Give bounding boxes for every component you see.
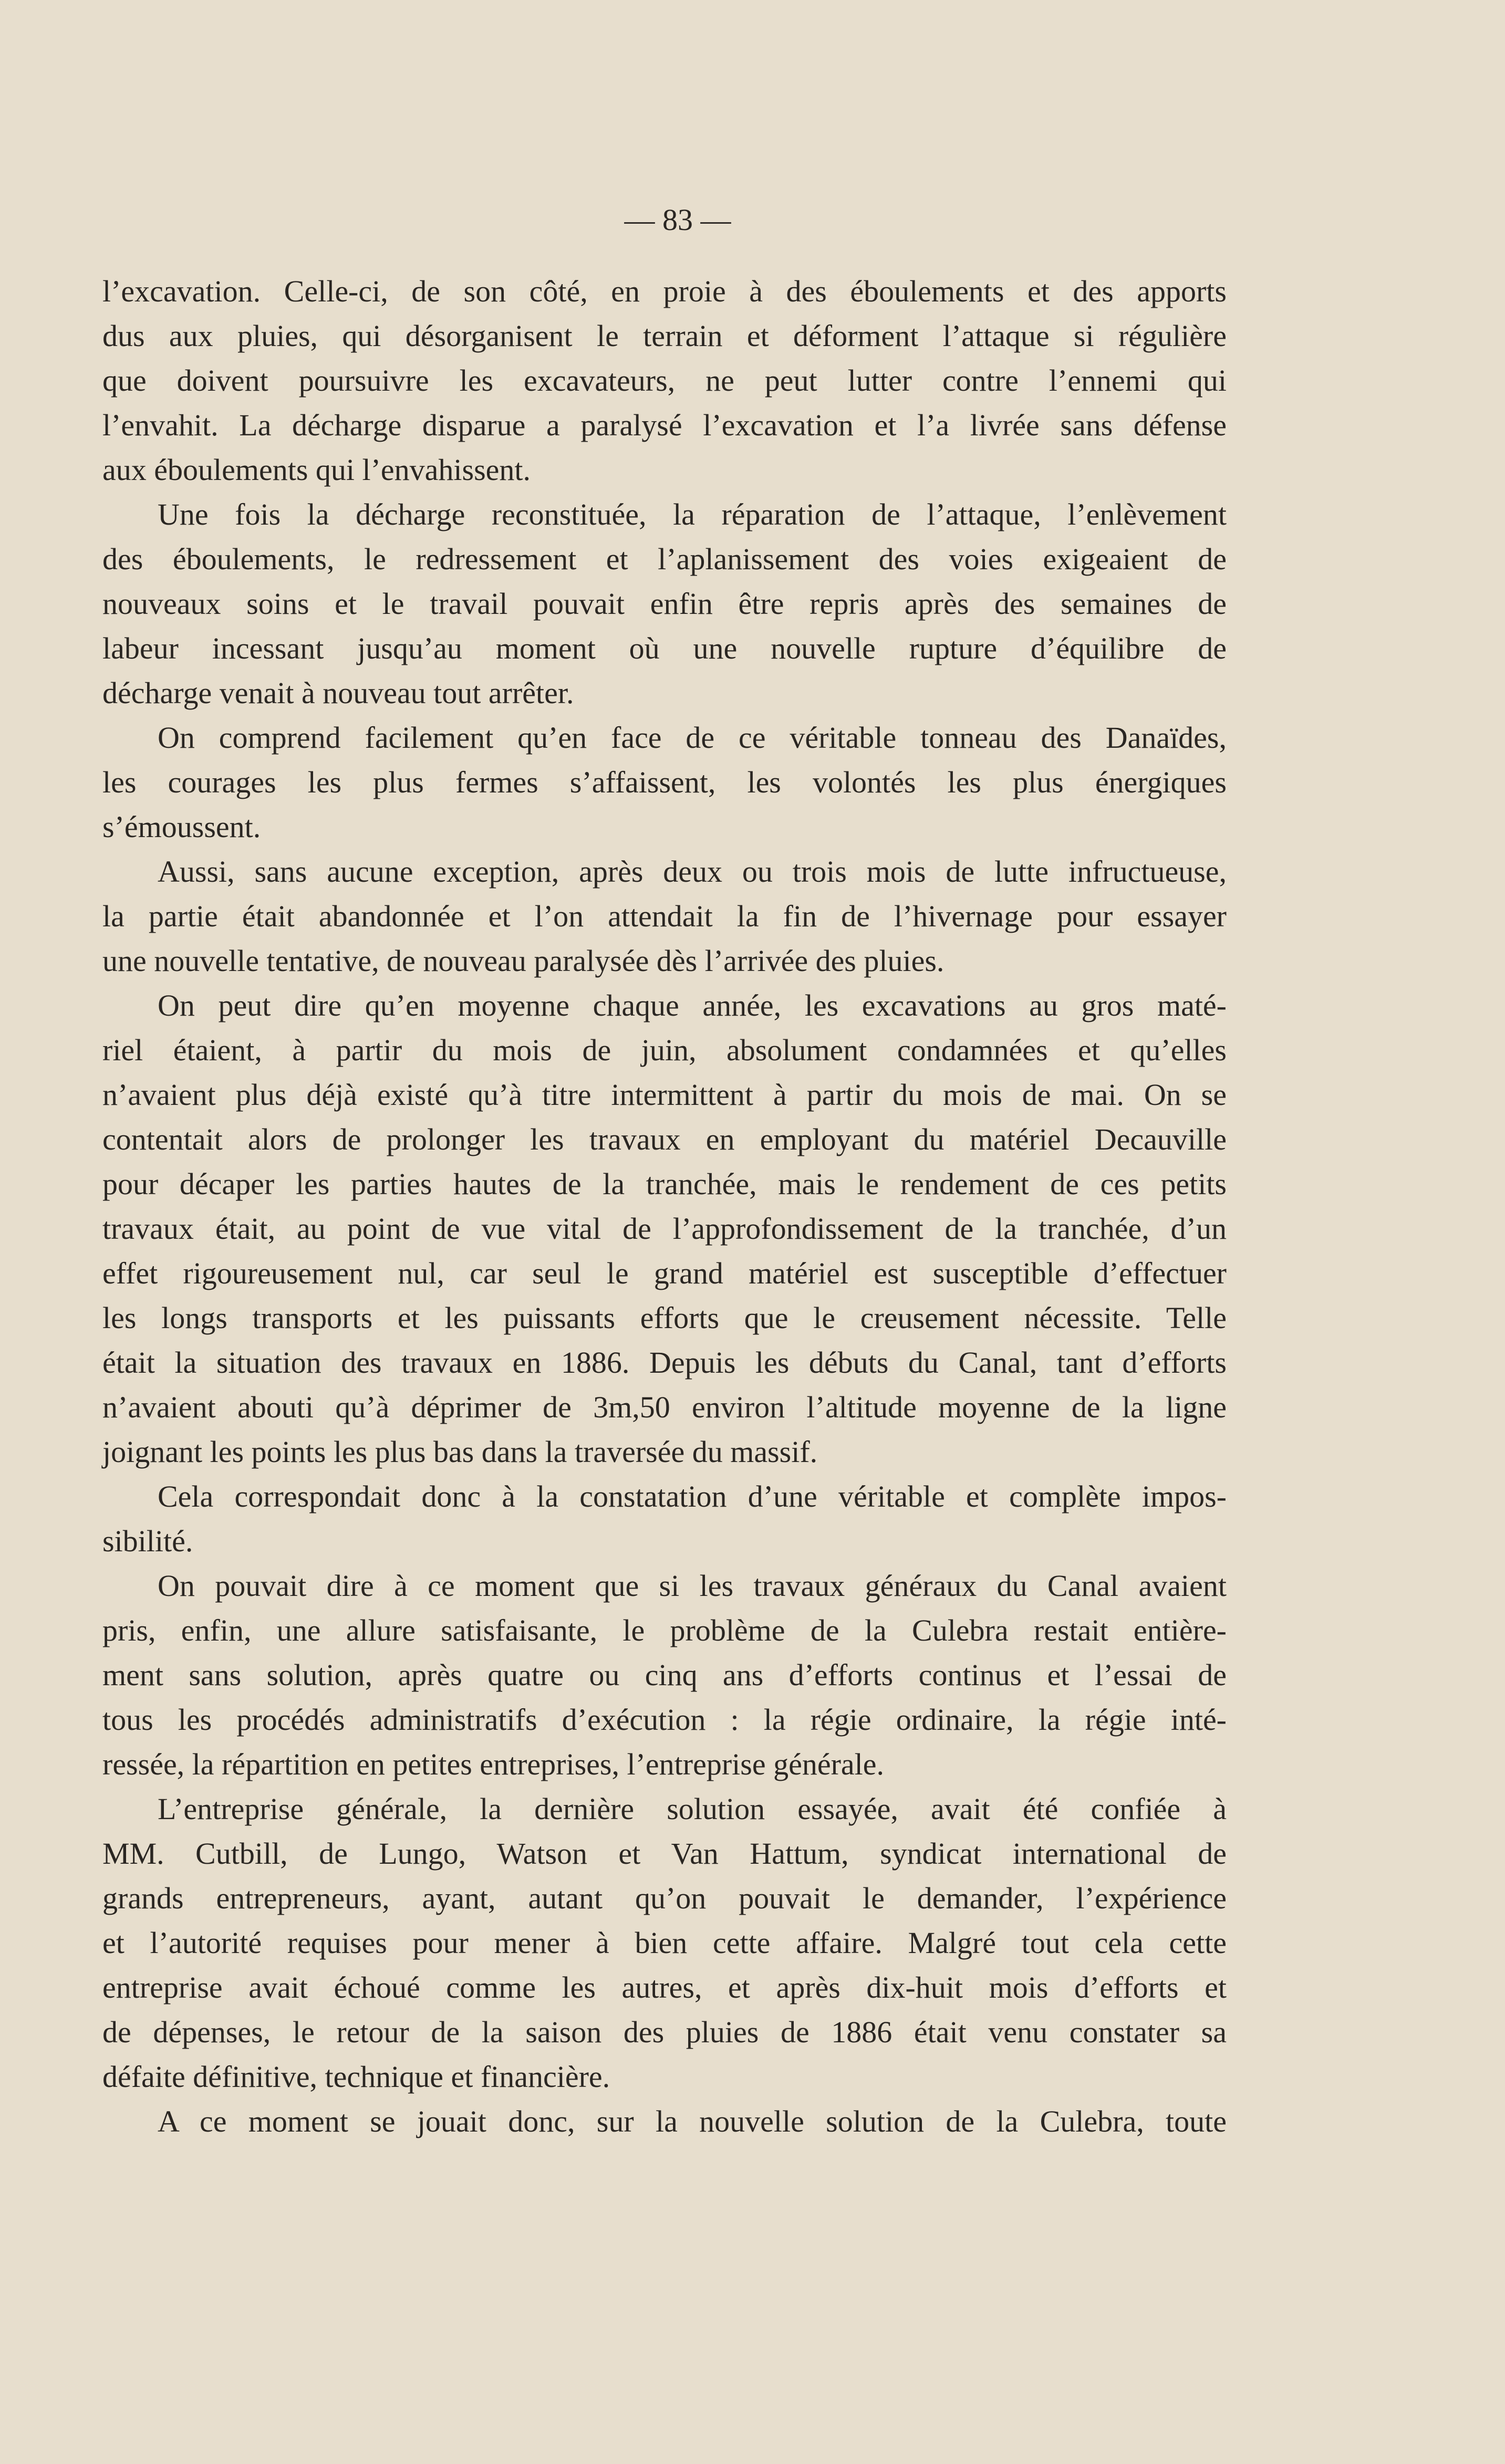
text-line: contentait alors de prolonger les travaux en employant du matériel Decauville (102, 1122, 1227, 1156)
text-line: Cela correspondait donc à la constatation d’une véritable et complète impos- (158, 1479, 1227, 1513)
text-line: n’avaient plus déjà existé qu’à titre intermittent à partir du mois de mai. On se (102, 1078, 1227, 1112)
paragraph (102, 1563, 1227, 1787)
paragraph (102, 983, 1227, 1474)
text-line: n’avaient abouti qu’à déprimer de 3m,50 environ l’altitude moyenne de la ligne (102, 1390, 1227, 1424)
text-line: On peut dire qu’en moyenne chaque année, les excavations au gros maté- (158, 988, 1227, 1022)
body-text (102, 269, 1227, 2144)
text-line: joignant les points les plus bas dans la traversée du massif. (102, 1435, 818, 1469)
text-line: sibilité. (102, 1524, 193, 1558)
text-line: effet rigoureusement nul, car seul le grand matériel est susceptible d’effectuer (102, 1256, 1227, 1290)
text-line: labeur incessant jusqu’au moment où une nouvelle rupture d’équilibre de (102, 631, 1227, 665)
text-line: les longs transports et les puissants efforts que le creusement nécessite. Telle (102, 1301, 1227, 1335)
text-line: les courages les plus fermes s’affaissent, les volontés les plus énergiques (102, 765, 1227, 799)
paragraph (102, 715, 1227, 849)
paragraph (102, 1787, 1227, 2099)
paragraph (102, 2099, 1227, 2144)
text-line: s’émoussent. (102, 810, 261, 844)
text-line: MM. Cutbill, de Lungo, Watson et Van Hattum, syndicat international de (102, 1836, 1227, 1871)
text-line: On comprend facilement qu’en face de ce véritable tonneau des Danaïdes, (158, 721, 1227, 755)
text-line: Une fois la décharge reconstituée, la réparation de l’attaque, l’enlèvement (158, 497, 1227, 531)
text-line: L’entreprise générale, la dernière solution essayée, avait été confiée à (158, 1792, 1227, 1826)
paragraph (102, 492, 1227, 715)
text-line: et l’autorité requises pour mener à bien cette affaire. Malgré tout cela cette (102, 1926, 1227, 1960)
text-line: décharge venait à nouveau tout arrêter. (102, 676, 574, 710)
text-line: que doivent poursuivre les excavateurs, ne peut lutter contre l’ennemi qui (102, 363, 1227, 398)
text-line: une nouvelle tentative, de nouveau paralysée dès l’arrivée des pluies. (102, 944, 944, 978)
text-line: la partie était abandonnée et l’on attendait la fin de l’hivernage pour essayer (102, 899, 1227, 933)
text-line: entreprise avait échoué comme les autres, et après dix-huit mois d’efforts et (102, 1970, 1227, 2004)
text-line: l’excavation. Celle-ci, de son côté, en proie à des éboulements et des apports (102, 274, 1227, 308)
paragraph (102, 269, 1227, 492)
text-line: dus aux pluies, qui désorganisent le terrain et déforment l’attaque si régulière (102, 319, 1227, 353)
text-line: aux éboulements qui l’envahissent. (102, 453, 531, 487)
text-line: tous les procédés administratifs d’exécution : la régie ordinaire, la régie inté- (102, 1703, 1227, 1737)
text-line: grands entrepreneurs, ayant, autant qu’on pouvait le demander, l’expérience (102, 1881, 1227, 1915)
text-line: riel étaient, à partir du mois de juin, absolument condamnées et qu’elles (102, 1033, 1227, 1067)
text-line: travaux était, au point de vue vital de l’approfondissement de la tranchée, d’un (102, 1212, 1227, 1246)
text-line: défaite définitive, technique et financière. (102, 2060, 610, 2094)
text-line: On pouvait dire à ce moment que si les travaux généraux du Canal avaient (158, 1569, 1227, 1603)
text-line: pour décaper les parties hautes de la tranchée, mais le rendement de ces petits (102, 1167, 1227, 1201)
text-line: l’envahit. La décharge disparue a paralysé l’excavation et l’a livrée sans défense (102, 408, 1227, 442)
paragraph (102, 849, 1227, 983)
text-line: Aussi, sans aucune exception, après deux ou trois mois de lutte infructueuse, (158, 854, 1227, 889)
text-line: nouveaux soins et le travail pouvait enfin être repris après des semaines de (102, 587, 1227, 621)
text-line: était la situation des travaux en 1886. Depuis les débuts du Canal, tant d’efforts (102, 1345, 1227, 1380)
page-number: — 83 — (624, 203, 731, 237)
text-line: ressée, la répartition en petites entreprises, l’entreprise générale. (102, 1747, 884, 1781)
text-line: ment sans solution, après quatre ou cinq ans d’efforts continus et l’essai de (102, 1658, 1227, 1692)
text-line: des éboulements, le redressement et l’aplanissement des voies exigeaient de (102, 542, 1227, 576)
text-line: A ce moment se jouait donc, sur la nouvelle solution de la Culebra, toute (158, 2104, 1227, 2138)
text-line: pris, enfin, une allure satisfaisante, le problème de la Culebra restait entière- (102, 1613, 1227, 1647)
text-line: de dépenses, le retour de la saison des pluies de 1886 était venu constater sa (102, 2015, 1227, 2049)
paragraph (102, 1474, 1227, 1563)
